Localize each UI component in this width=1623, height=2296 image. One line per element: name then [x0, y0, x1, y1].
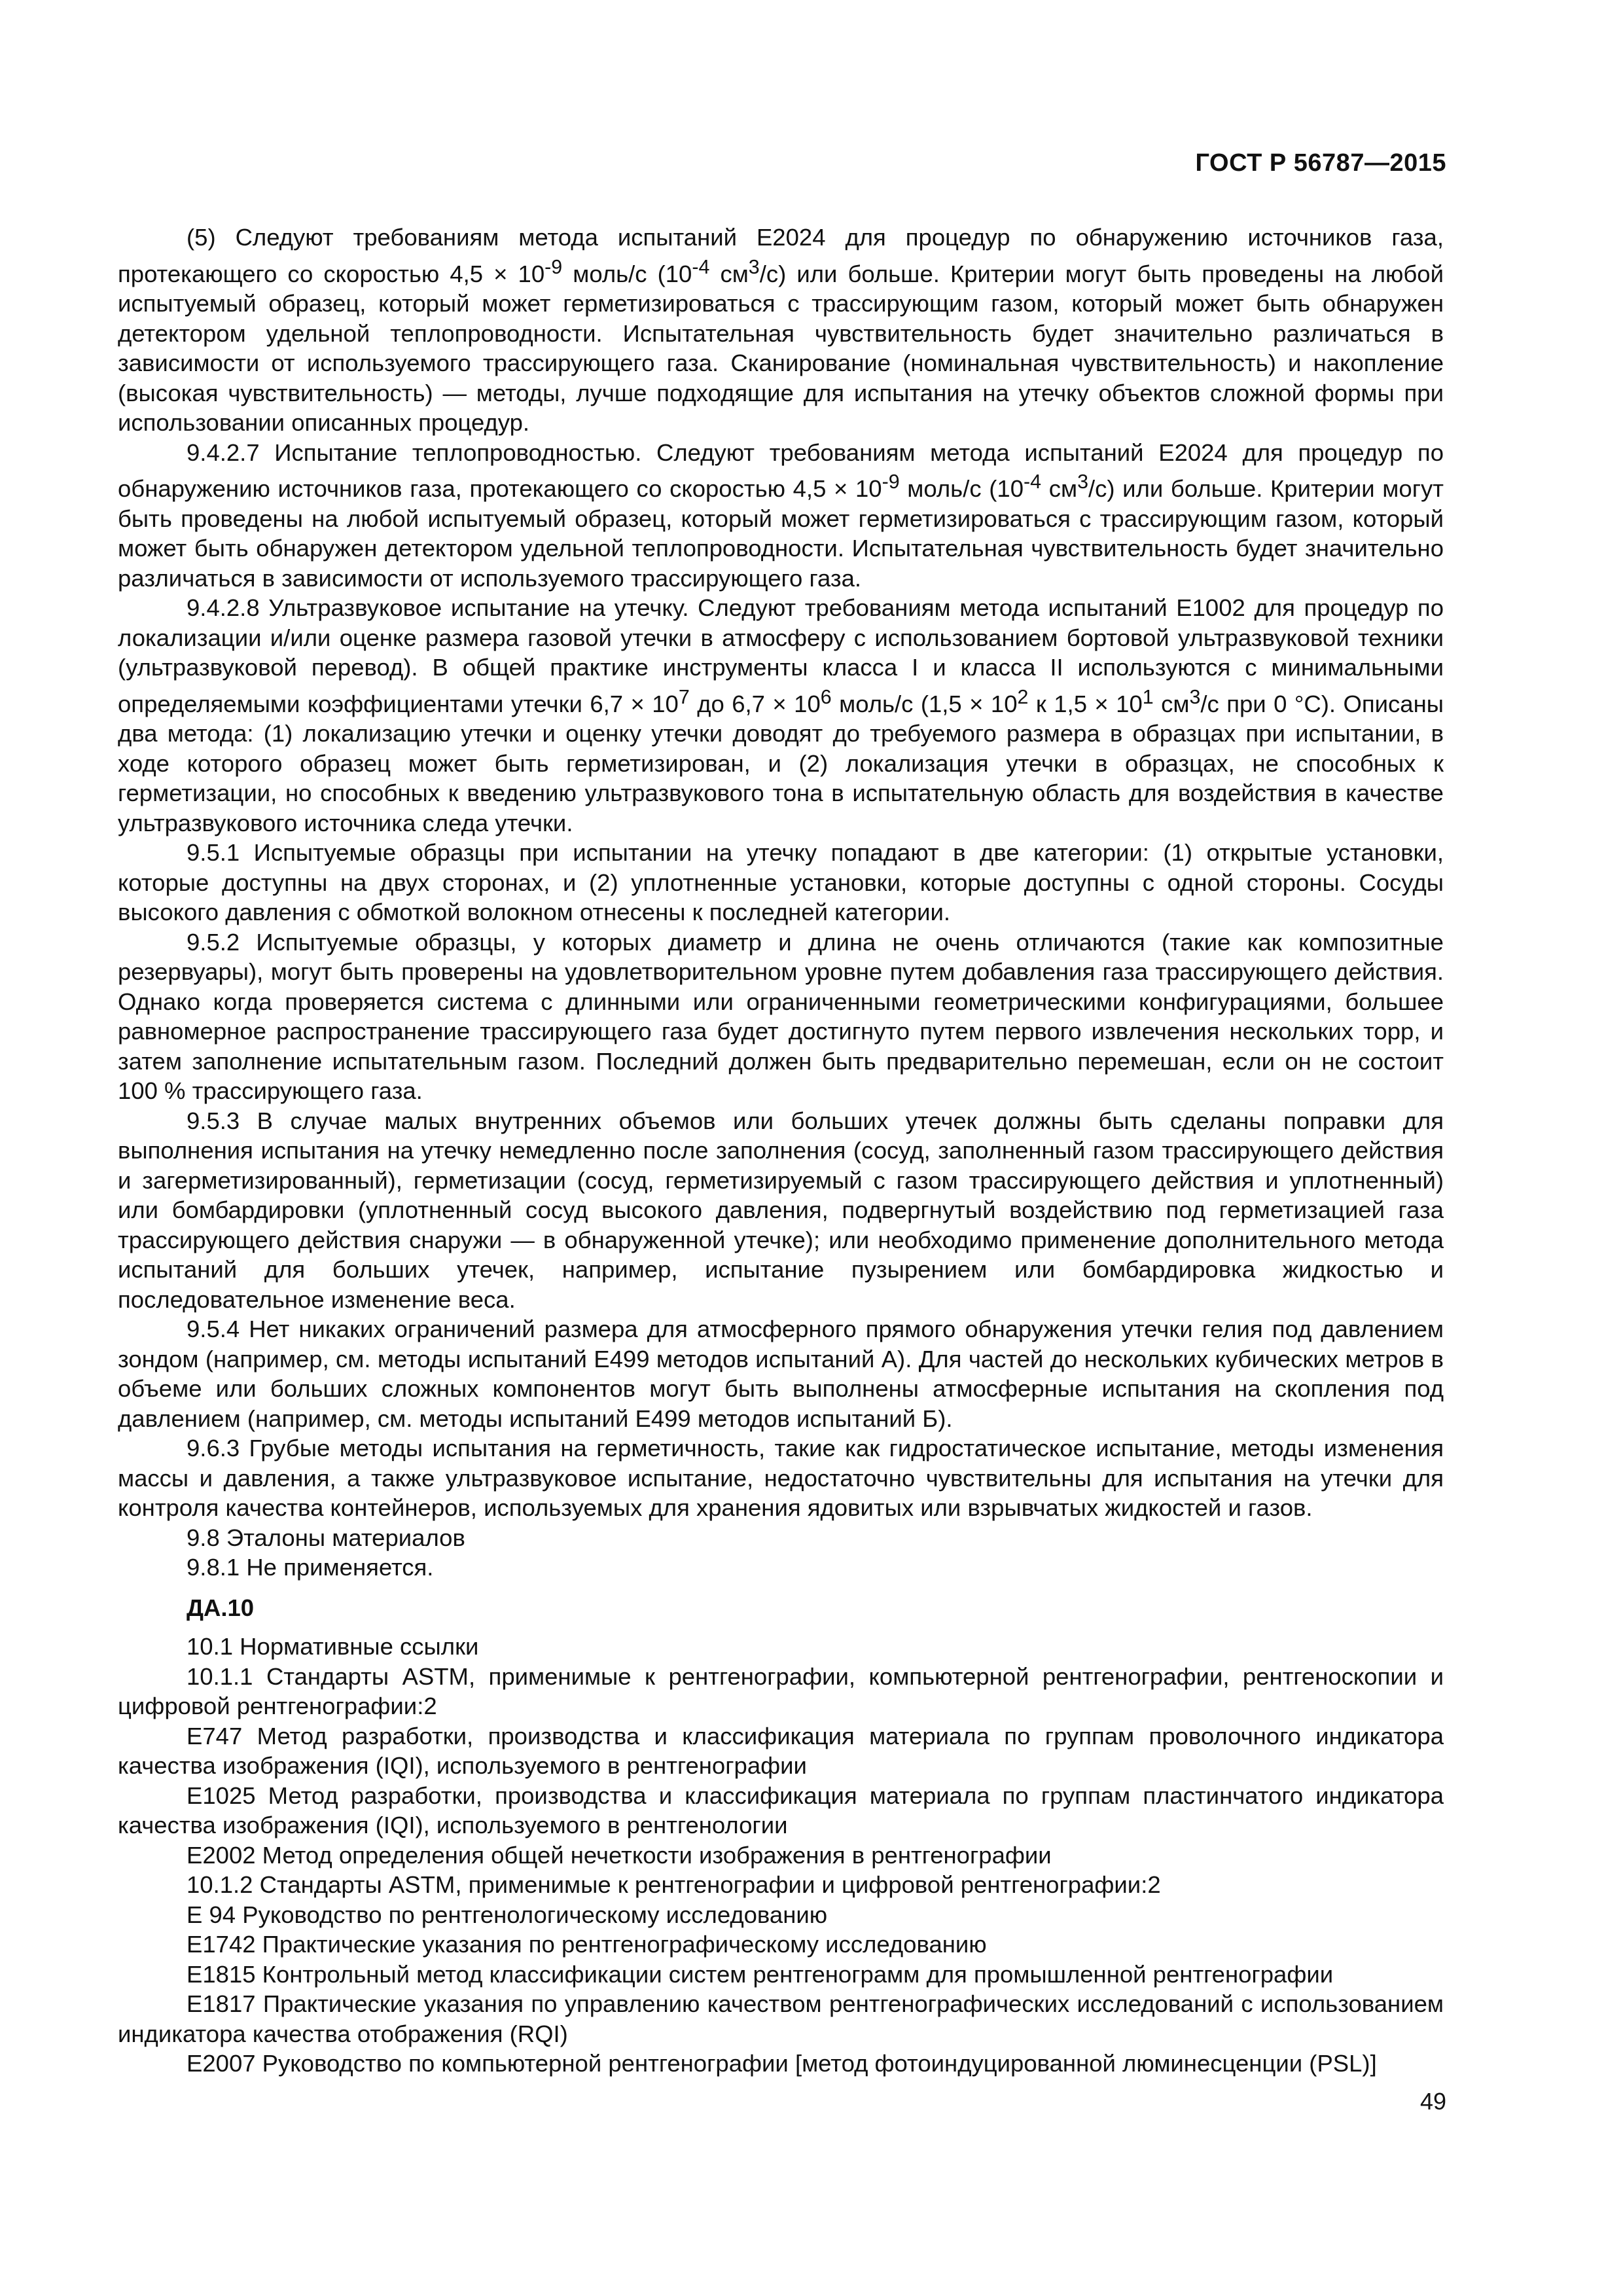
paragraph: E 94 Руководство по рентгенологическому исследованию — [187, 1901, 828, 1928]
paragraph: E747 Метод разработки, производства и классификация материала по группам проволочного индикатора качества изображения (IQI), используемого в рентгенографии — [118, 1722, 1444, 1780]
paragraph: 9.6.3 Грубые методы испытания на герметичность, такие как гидростатическое испытание, методы изменения массы и давления, а также ультразвуковое испытание, недостаточно чувствительны для испытания на утечки для контроля качества контейнеров, используемых для хранения ядовитых или взрывчатых жидкостей и газов. — [118, 1435, 1444, 1522]
paragraph: E2007 Руководство по компьютерной рентгенографии [метод фотоиндуцированной люминесценции (PSL)] — [187, 2050, 1377, 2077]
paragraph: 9.8.1 Не применяется. — [187, 1554, 434, 1581]
paragraph: 10.1.1 Стандарты ASTM, применимые к рентгенографии, компьютерной рентгенографии, рентгеноскопии и цифровой рентгенографии:2 — [118, 1662, 1444, 1720]
document-body — [118, 223, 1444, 2079]
paragraph: 9.5.2 Испытуемые образцы, у которых диаметр и длина не очень отличаются (такие как композитные резервуары), могут быть проверены на удовлетворительном уровне путем добавления газа трассирующего действия. Однако когда проверяется система с длинными или ограниченными геометрическими конфигурациями, большее равномерное распространение трассирующего газа будет достигнуто путем первого извлечения нескольких торр, и затем заполнение испытательным газом. Последний должен быть предварительно перемешан, если он не состоит 100 % трассирующего газа. — [118, 928, 1444, 1105]
page-number: 49 — [1419, 2088, 1446, 2115]
paragraph: E1742 Практические указания по рентгенографическому исследованию — [187, 1931, 987, 1958]
paragraph: E1817 Практические указания по управлению качеством рентгенографических исследований с использованием индикатора качества отображения (RQI) — [118, 1990, 1444, 2047]
paragraph: 9.4.2.7 Испытание теплопроводностью. Следуют требованиям метода испытаний E2024 для процедур по обнаружению источников газа, протекающего со скоростью $4,5 \times 10^{-9}$ моль/с ($10^{-4}$ $см^3/с$) или больше. Критерии могут быть проведены на любой испытуемый образец, который может герметизироваться с трассирующим газом, который может быть обнаружен детектором удельной теплопроводности. Испытательная чувствительность будет значительно различаться в зависимости от используемого трассирующего газа. — [118, 439, 1444, 592]
paragraph: 10.1 Нормативные ссылки — [187, 1633, 479, 1660]
paragraph: 10.1.2 Стандарты ASTM, применимые к рентгенографии и цифровой рентгенографии:2 — [187, 1871, 1161, 1899]
paragraph: E2002 Метод определения общей нечеткости изображения в рентгенографии — [187, 1841, 1052, 1869]
paragraph: 9.8 Эталоны материалов — [187, 1524, 465, 1551]
section-heading: ДА.10 — [187, 1594, 255, 1621]
paragraph: E1815 Контрольный метод классификации систем рентгенограмм для промышленной рентгенографии — [187, 1960, 1334, 1988]
paragraph: 9.5.1 Испытуемые образцы при испытании на утечку попадают в две категории: (1) открытые установки, которые доступны на двух сторонах, и (2) уплотненные установки, которые доступны с одной стороны. Сосуды высокого давления с обмоткой волокном отнесены к последней категории. — [118, 839, 1444, 926]
document-header: ГОСТ Р 56787—2015 — [1195, 149, 1446, 177]
paragraph: 9.5.3 В случае малых внутренних объемов или больших утечек должны быть сделаны поправки для выполнения испытания на утечку немедленно после заполнения (сосуд, заполненный газом трассирующего действия и загерметизированный), герметизации (сосуд, герметизируемый с газом трассирующего действия и уплотненный) или бомбардировки (уплотненный сосуд высокого давления, подвергнутый воздействию под герметизацией газа трассирующего действия снаружи — в обнаруженной утечке); или необходимо применение дополнительного метода испытаний для больших утечек, например, испытание пузырением или бомбардировка жидкостью и последовательное изменение веса. — [118, 1107, 1444, 1313]
paragraph: 9.5.4 Нет никаких ограничений размера для атмосферного прямого обнаружения утечки гелия под давлением зондом (например, см. методы испытаний E499 методов испытаний А). Для частей до нескольких кубических метров в объеме или больших сложных компонентов могут быть выполнены атмосферные испытания на скопления под давлением (например, см. методы испытаний E499 методов испытаний Б). — [118, 1316, 1444, 1432]
paragraph: (5) Следуют требованиям метода испытаний E2024 для процедур по обнаружению источников газа, протекающего со скоростью $4,5 \times 10^{-9}$ моль/с ($10^{-4}$ $см^3/с$) или больше. Критерии могут быть проведены на любой испытуемый образец, который может герметизироваться с трассирующим газом, который может быть обнаружен детектором удельной теплопроводности. Испытательная чувствительность будет значительно различаться в зависимости от используемого трассирующего газа. Сканирование (номинальная чувствительность) и накопление (высокая чувствительность) — методы, лучше подходящие для испытания на утечку объектов сложной формы при использовании описанных процедур. — [118, 224, 1444, 437]
paragraph: E1025 Метод разработки, производства и классификация материала по группам пластинчатого индикатора качества изображения (IQI), используемого в рентгенологии — [118, 1782, 1444, 1839]
paragraph: 9.4.2.8 Ультразвуковое испытание на утечку. Следуют требованиям метода испытаний E1002 для процедур по локализации и/или оценке размера газовой утечки в атмосферу с использованием бортовой ультразвуковой техники (ультразвуковой перевод). В общей практике инструменты класса I и класса II используются с минимальными определяемыми коэффициентами утечки $6,7 \times 10^7$ до $6,7 \times 10^6$ моль/с ($1,5 \times 10^2$ к $1,5 \times 10^1$ $см^3/с$ при 0 °С). Описаны два метода: (1) локализацию утечки и оценку утечки доводят до требуемого размера в образцах при испытании, в ходе которого образец может быть герметизирован, и (2) локализация утечки в образцах, не способных к герметизации, но способных к введению ультразвукового тона в испытательную область для воздействия в качестве ультразвукового источника следа утечки. — [118, 594, 1444, 836]
